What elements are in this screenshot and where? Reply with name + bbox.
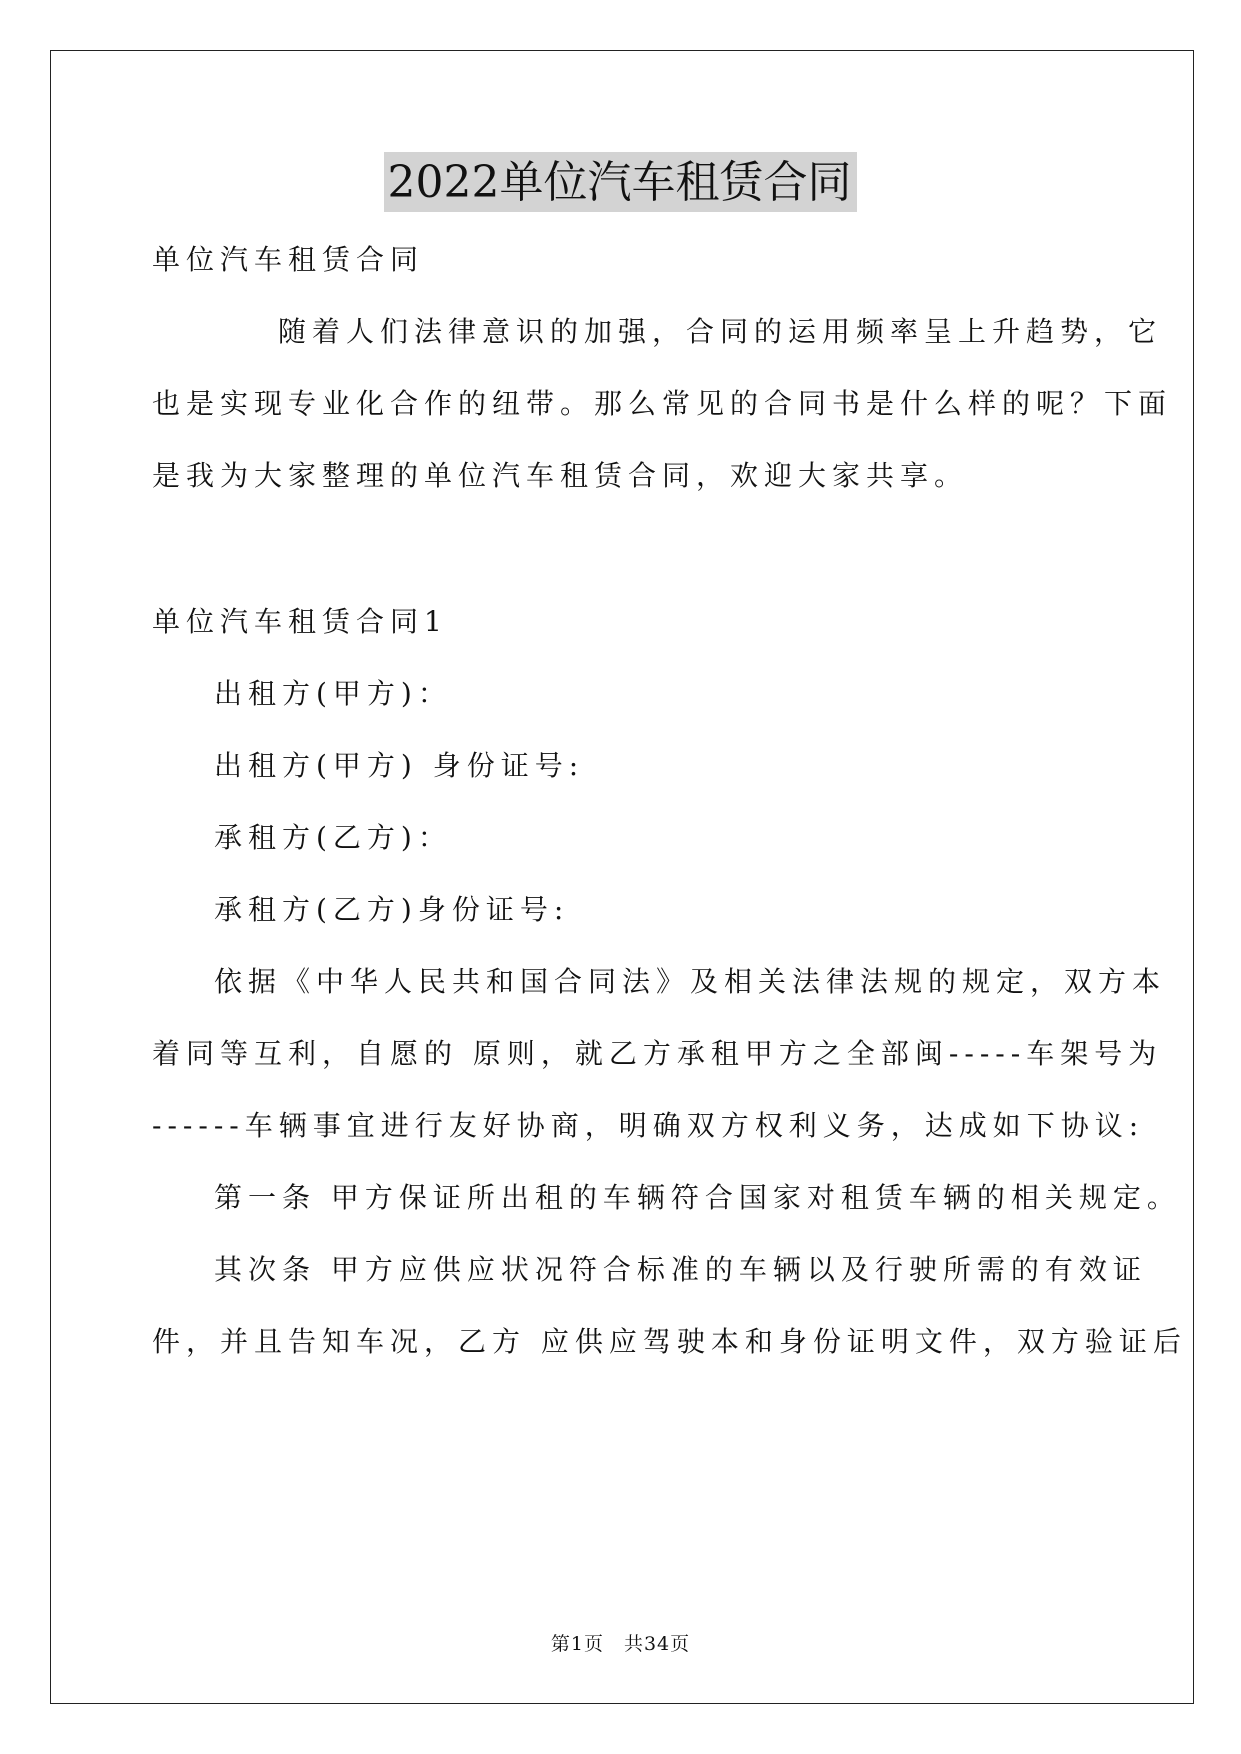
party-a-id-line: 出租方(甲方) 身份证号: bbox=[214, 749, 585, 782]
party-b-id-line: 承租方(乙方)身份证号: bbox=[214, 893, 570, 926]
page-number-footer: 第1页 共34页 bbox=[550, 1633, 691, 1655]
intro-line-2: 也是实现专业化合作的纽带。那么常见的合同书是什么样的呢？下面 bbox=[152, 387, 1173, 420]
document-title: 2022单位汽车租赁合同 bbox=[384, 152, 858, 212]
article-1-line: 第一条 甲方保证所出租的车辆符合国家对租赁车辆的相关规定。 bbox=[214, 1181, 1181, 1214]
section-heading: 单位汽车租赁合同1 bbox=[152, 605, 448, 638]
document-title-wrapper bbox=[0, 152, 1241, 212]
article-2-line-1: 其次条 甲方应供应状况符合标准的车辆以及行驶所需的有效证 bbox=[214, 1253, 1147, 1286]
article-2-line-2: 件，并且告知车况，乙方 应供应驾驶本和身份证明文件，双方验证后 bbox=[152, 1325, 1187, 1358]
basis-line-3: ------车辆事宜进行友好协商，明确双方权利义务，达成如下协议: bbox=[152, 1109, 1145, 1142]
intro-line-1: 随着人们法律意识的加强，合同的运用频率呈上升趋势，它 bbox=[278, 315, 1163, 348]
basis-line-1: 依据《中华人民共和国合同法》及相关法律法规的规定，双方本 bbox=[214, 965, 1167, 998]
party-a-line: 出租方(甲方)： bbox=[214, 677, 452, 710]
basis-line-2: 着同等互利，自愿的 原则，就乙方承租甲方之全部闽-----车架号为 bbox=[152, 1037, 1163, 1070]
party-b-line: 承租方(乙方)： bbox=[214, 821, 452, 854]
intro-line-3: 是我为大家整理的单位汽车租赁合同，欢迎大家共享。 bbox=[152, 459, 969, 492]
subtitle-line: 单位汽车租赁合同 bbox=[152, 243, 425, 276]
page-border bbox=[50, 50, 1194, 1704]
